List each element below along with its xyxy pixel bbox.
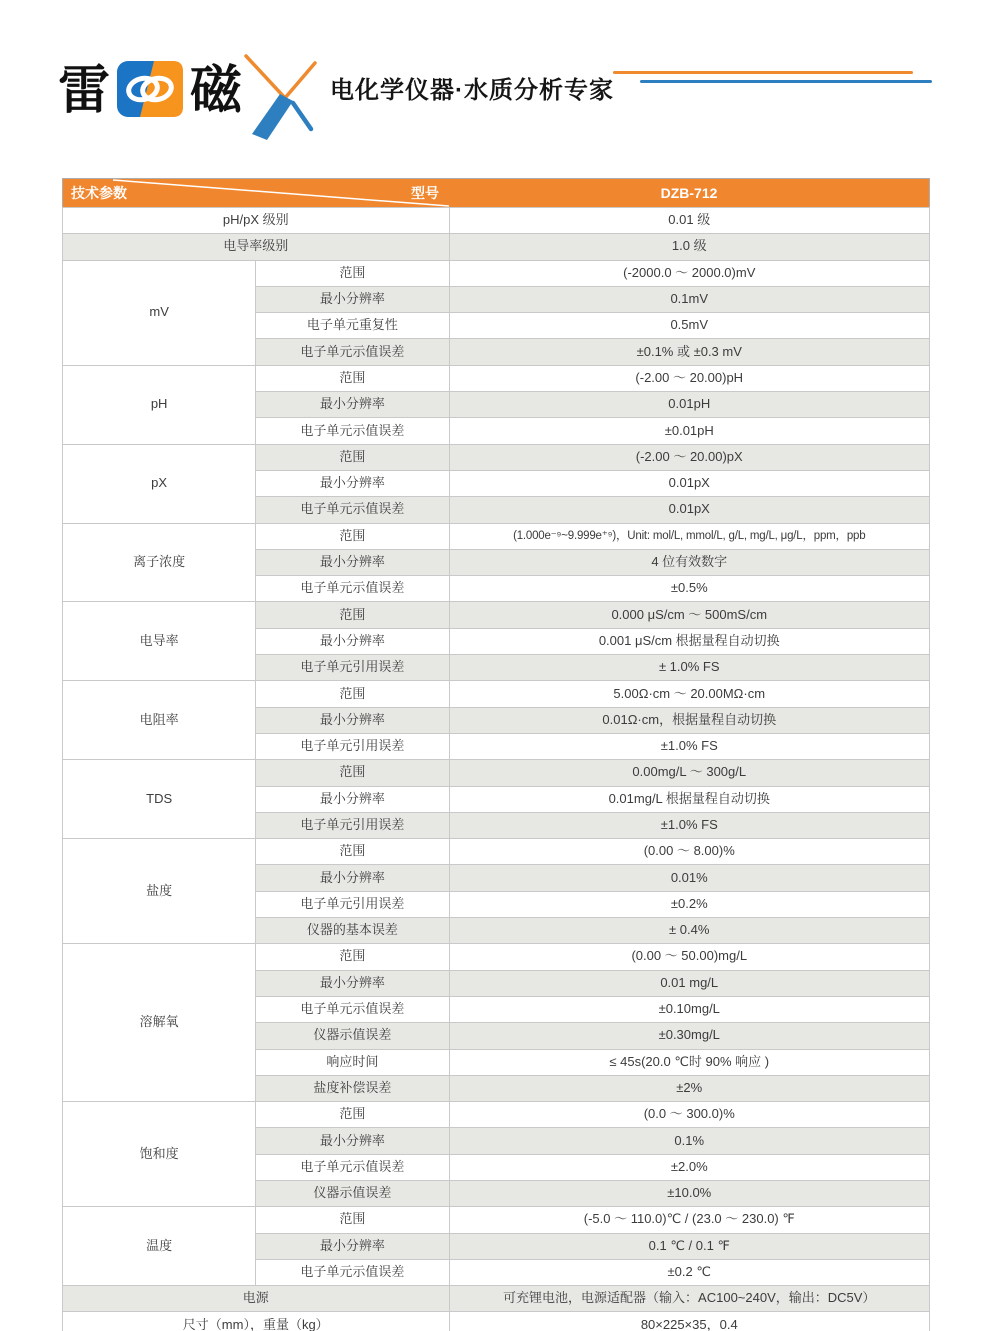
sub-label: 范围 [256, 681, 449, 707]
group-name: 盐度 [63, 839, 256, 944]
sub-label: 范围 [256, 444, 449, 470]
header-model-value: DZB-712 [449, 179, 930, 208]
spec-table-body [63, 208, 930, 1331]
row-value: ±0.1% 或 ±0.3 mV [449, 339, 930, 365]
sub-label: 最小分辨率 [256, 786, 449, 812]
sub-label: 范围 [256, 944, 449, 970]
group-name: mV [63, 260, 256, 365]
sub-label: 范围 [256, 523, 449, 549]
table-row [63, 365, 930, 391]
row-value: 80×225×35，0.4 [449, 1312, 930, 1331]
sub-label: 电子单元示值误差 [256, 1154, 449, 1180]
sub-label: 范围 [256, 260, 449, 286]
sub-label: 电子单元引用误差 [256, 733, 449, 759]
group-name: pH [63, 365, 256, 444]
row-value: 0.01pX [449, 470, 930, 496]
table-row [63, 1207, 930, 1233]
sub-label: 范围 [256, 1207, 449, 1233]
row-value: 1.0 级 [449, 234, 930, 260]
sub-label: 最小分辨率 [256, 1233, 449, 1259]
row-value: ±0.2 ℃ [449, 1259, 930, 1285]
group-name: 电阻率 [63, 681, 256, 760]
table-header-row [63, 179, 930, 208]
row-value: 0.01 mg/L [449, 970, 930, 996]
row-value: (0.00 ～ 8.00)% [449, 839, 930, 865]
group-name: 溶解氧 [63, 944, 256, 1102]
row-value: 0.01Ω·cm，根据量程自动切换 [449, 707, 930, 733]
row-value: ±2% [449, 1075, 930, 1101]
sub-label: 仪器的基本误差 [256, 918, 449, 944]
group-name: 电导率 [63, 602, 256, 681]
deco-line-blue [640, 80, 932, 83]
row-label: 电源 [63, 1286, 450, 1312]
row-value: ±0.01pH [449, 418, 930, 444]
row-value: ±2.0% [449, 1154, 930, 1180]
row-value: ±0.5% [449, 576, 930, 602]
row-value: 0.000 μS/cm ～ 500mS/cm [449, 602, 930, 628]
row-value: 0.01pX [449, 497, 930, 523]
row-value: (0.00 ～ 50.00)mg/L [449, 944, 930, 970]
table-row [63, 1312, 930, 1331]
sub-label: 最小分辨率 [256, 286, 449, 312]
sub-label: 电子单元示值误差 [256, 497, 449, 523]
row-value: ±0.10mg/L [449, 996, 930, 1022]
row-value: 0.01mg/L 根据量程自动切换 [449, 786, 930, 812]
table-row [63, 760, 930, 786]
group-name: 温度 [63, 1207, 256, 1286]
row-value: ±0.2% [449, 891, 930, 917]
sub-label: 最小分辨率 [256, 392, 449, 418]
sub-label: 电子单元示值误差 [256, 418, 449, 444]
row-value: (-2000.0 ～ 2000.0)mV [449, 260, 930, 286]
row-value: 0.001 μS/cm 根据量程自动切换 [449, 628, 930, 654]
row-value: 0.1% [449, 1128, 930, 1154]
row-value: 0.5mV [449, 313, 930, 339]
sub-label: 电子单元引用误差 [256, 891, 449, 917]
table-row [63, 839, 930, 865]
row-label: 尺寸（mm），重量（kg） [63, 1312, 450, 1331]
row-value: 0.01% [449, 865, 930, 891]
sub-label: 最小分辨率 [256, 549, 449, 575]
table-row [63, 234, 930, 260]
leici-logo-icon [116, 60, 184, 123]
sub-label: 电子单元引用误差 [256, 812, 449, 838]
row-value: ±1.0% FS [449, 812, 930, 838]
row-value: (-5.0 ～ 110.0)℃ / (23.0 ～ 230.0) ℉ [449, 1207, 930, 1233]
group-name: 饱和度 [63, 1102, 256, 1207]
brand-tagline: 电化学仪器·水质分析专家 [330, 77, 614, 104]
sub-label: 最小分辨率 [256, 970, 449, 996]
row-value: ±10.0% [449, 1180, 930, 1206]
x-brand-mark-icon [240, 50, 322, 147]
row-value: 可充锂电池，电源适配器（输入：AC100~240V，输出：DC5V） [449, 1286, 930, 1312]
row-value: 0.1mV [449, 286, 930, 312]
row-label: pH/pX 级别 [63, 208, 450, 234]
sub-label: 仪器示值误差 [256, 1180, 449, 1206]
row-label: 电导率级别 [63, 234, 450, 260]
sub-label: 电子单元重复性 [256, 313, 449, 339]
header-model-label: 型号 [411, 185, 439, 201]
sub-label: 电子单元引用误差 [256, 655, 449, 681]
sub-label: 范围 [256, 602, 449, 628]
row-value: 0.01 级 [449, 208, 930, 234]
sub-label: 最小分辨率 [256, 470, 449, 496]
sub-label: 范围 [256, 1102, 449, 1128]
row-value: (-2.00 ～ 20.00)pX [449, 444, 930, 470]
sub-label: 电子单元示值误差 [256, 339, 449, 365]
header-param-model-cell [63, 179, 450, 208]
logo-char-lei: 雷 [58, 62, 111, 120]
table-row [63, 208, 930, 234]
table-row [63, 523, 930, 549]
sub-label: 电子单元示值误差 [256, 996, 449, 1022]
sub-label: 仪器示值误差 [256, 1023, 449, 1049]
row-value: ± 1.0% FS [449, 655, 930, 681]
table-row [63, 1286, 930, 1312]
row-value: 0.01pH [449, 392, 930, 418]
table-row [63, 444, 930, 470]
group-name: pX [63, 444, 256, 523]
logo-char-ci: 磁 [190, 62, 243, 120]
table-row [63, 602, 930, 628]
table-row [63, 1102, 930, 1128]
group-name: TDS [63, 760, 256, 839]
row-value: (1.000e⁻⁹~9.999e⁺⁹)，Unit: mol/L, mmol/L, g/L, mg/L, μg/L，ppm，ppb [449, 523, 930, 549]
sub-label: 电子单元示值误差 [256, 576, 449, 602]
sub-label: 盐度补偿误差 [256, 1075, 449, 1101]
row-value: ≤ 45s(20.0 ℃时 90% 响应 ) [449, 1049, 930, 1075]
sub-label: 范围 [256, 839, 449, 865]
sub-label: 范围 [256, 760, 449, 786]
row-value: 5.00Ω·cm ～ 20.00MΩ·cm [449, 681, 930, 707]
table-row [63, 681, 930, 707]
sub-label: 最小分辨率 [256, 1128, 449, 1154]
brand-logo [58, 58, 242, 124]
row-value: 4 位有效数字 [449, 549, 930, 575]
spec-table [62, 178, 928, 1331]
deco-line-orange [613, 71, 913, 74]
row-value: 0.1 ℃ / 0.1 ℉ [449, 1233, 930, 1259]
row-value: ±0.30mg/L [449, 1023, 930, 1049]
table-row [63, 260, 930, 286]
table-row [63, 944, 930, 970]
row-value: (-2.00 ～ 20.00)pH [449, 365, 930, 391]
sub-label: 最小分辨率 [256, 707, 449, 733]
sub-label: 范围 [256, 365, 449, 391]
row-value: 0.00mg/L ～ 300g/L [449, 760, 930, 786]
sub-label: 电子单元示值误差 [256, 1259, 449, 1285]
group-name: 离子浓度 [63, 523, 256, 602]
sub-label: 最小分辨率 [256, 865, 449, 891]
row-value: ± 0.4% [449, 918, 930, 944]
row-value: (0.0 ～ 300.0)% [449, 1102, 930, 1128]
sub-label: 响应时间 [256, 1049, 449, 1075]
header-param-label: 技术参数 [71, 185, 127, 201]
sub-label: 最小分辨率 [256, 628, 449, 654]
row-value: ±1.0% FS [449, 733, 930, 759]
